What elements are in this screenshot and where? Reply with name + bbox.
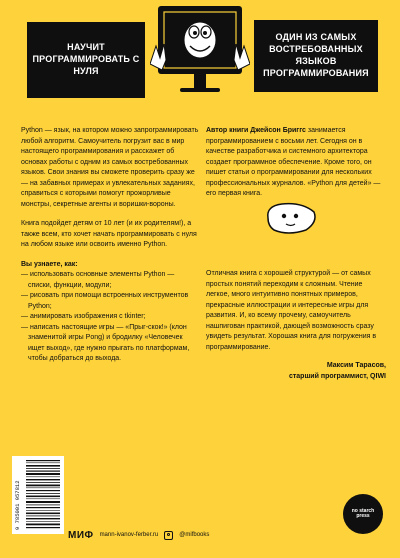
reviewer-role: старший программист, QIWI [288,372,386,380]
author-block [206,126,386,200]
intro-paragraph: Python — язык, на котором можно запрограммировать любой алгоритм. Самоучитель погрузит вас в мир настоящего программирования и расскажет об основах работы с одним из самых востребованных языков. Свои знания вы сможете проверить сразу же — на забавных примерах и увлекательных заданиях, справиться с которыми помогут прожорливые монстры, секретные агенты и воришки-вороны. [21,127,199,208]
reviewer-name: Максим Тарасов, [326,362,386,369]
learn-item: — анимировать изображения с tkinter; [21,313,146,320]
nostarch-line1: no starch [351,507,375,514]
learn-list [21,270,199,365]
publisher-social[interactable]: @mifbooks [179,532,210,538]
author-name: Автор книги Джейсон Бриггс [206,127,306,134]
banner-left-badge: НАУЧИТ ПРОГРАММИРОВАТЬ С НУЛЯ [27,22,145,98]
learn-item: — написать настоящие игры — «Прыг-скок!» (клон знаменитой игры Pong) и бродилку «Человечек ищет выход», где нужно прыгать по платформам, чтобы добраться до выхода. [21,323,190,362]
author-bio: занимается программированием с восьми лет. Сегодня он в качестве разработчика и системного архитектора создает программное обеспечение. Кроме того, он пишет статьи о программировании для нескольких профессиональных журналов. «Python для детей» — его первая книга. [206,127,381,197]
instagram-icon [164,531,173,540]
left-column [21,126,199,365]
nostarch-line2: press [356,513,370,519]
learn-item: — использовать основные элементы Python — списки, функции, модули; [21,271,175,289]
publisher-logo: МИФ [68,529,94,541]
publisher-footer [68,529,209,541]
review-block [206,269,386,382]
learn-heading: Вы узнаете, как: [21,260,78,268]
learn-item: — рисовать при помощи встроенных инструментов Python; [21,292,189,310]
publisher-website[interactable]: mann-ivanov-ferber.ru [99,532,159,538]
isbn-digits: 9 785001 957812 [14,480,21,530]
monitor-python-illustration [150,0,250,118]
banner-right-badge: ОДИН ИЗ САМЫХ ВОСТРЕБОВАННЫХ ЯЗЫКОВ ПРОГРАММИРОВАНИЯ [254,20,378,92]
no-starch-press-logo [343,494,383,534]
cucumber-illustration [262,198,320,238]
review-text: Отличная книга с хорошей структурой — от самых простых понятий переходим к сложным. Чтение легкое, много интуитивно понятных примеров, прекрасные иллюстрации и интересные игры для развития. И, ко всему прочему, самоучитель нашпигован практикой, дающей возможность сразу увидеть результат. Хорошая книга для погружения в программирование. [206,270,377,351]
audience-paragraph: Книга подойдет детям от 10 лет (и их родителям!), а также всем, кто хочет начать программировать с нуля на любом языке или освоить именно Python. [21,220,197,248]
